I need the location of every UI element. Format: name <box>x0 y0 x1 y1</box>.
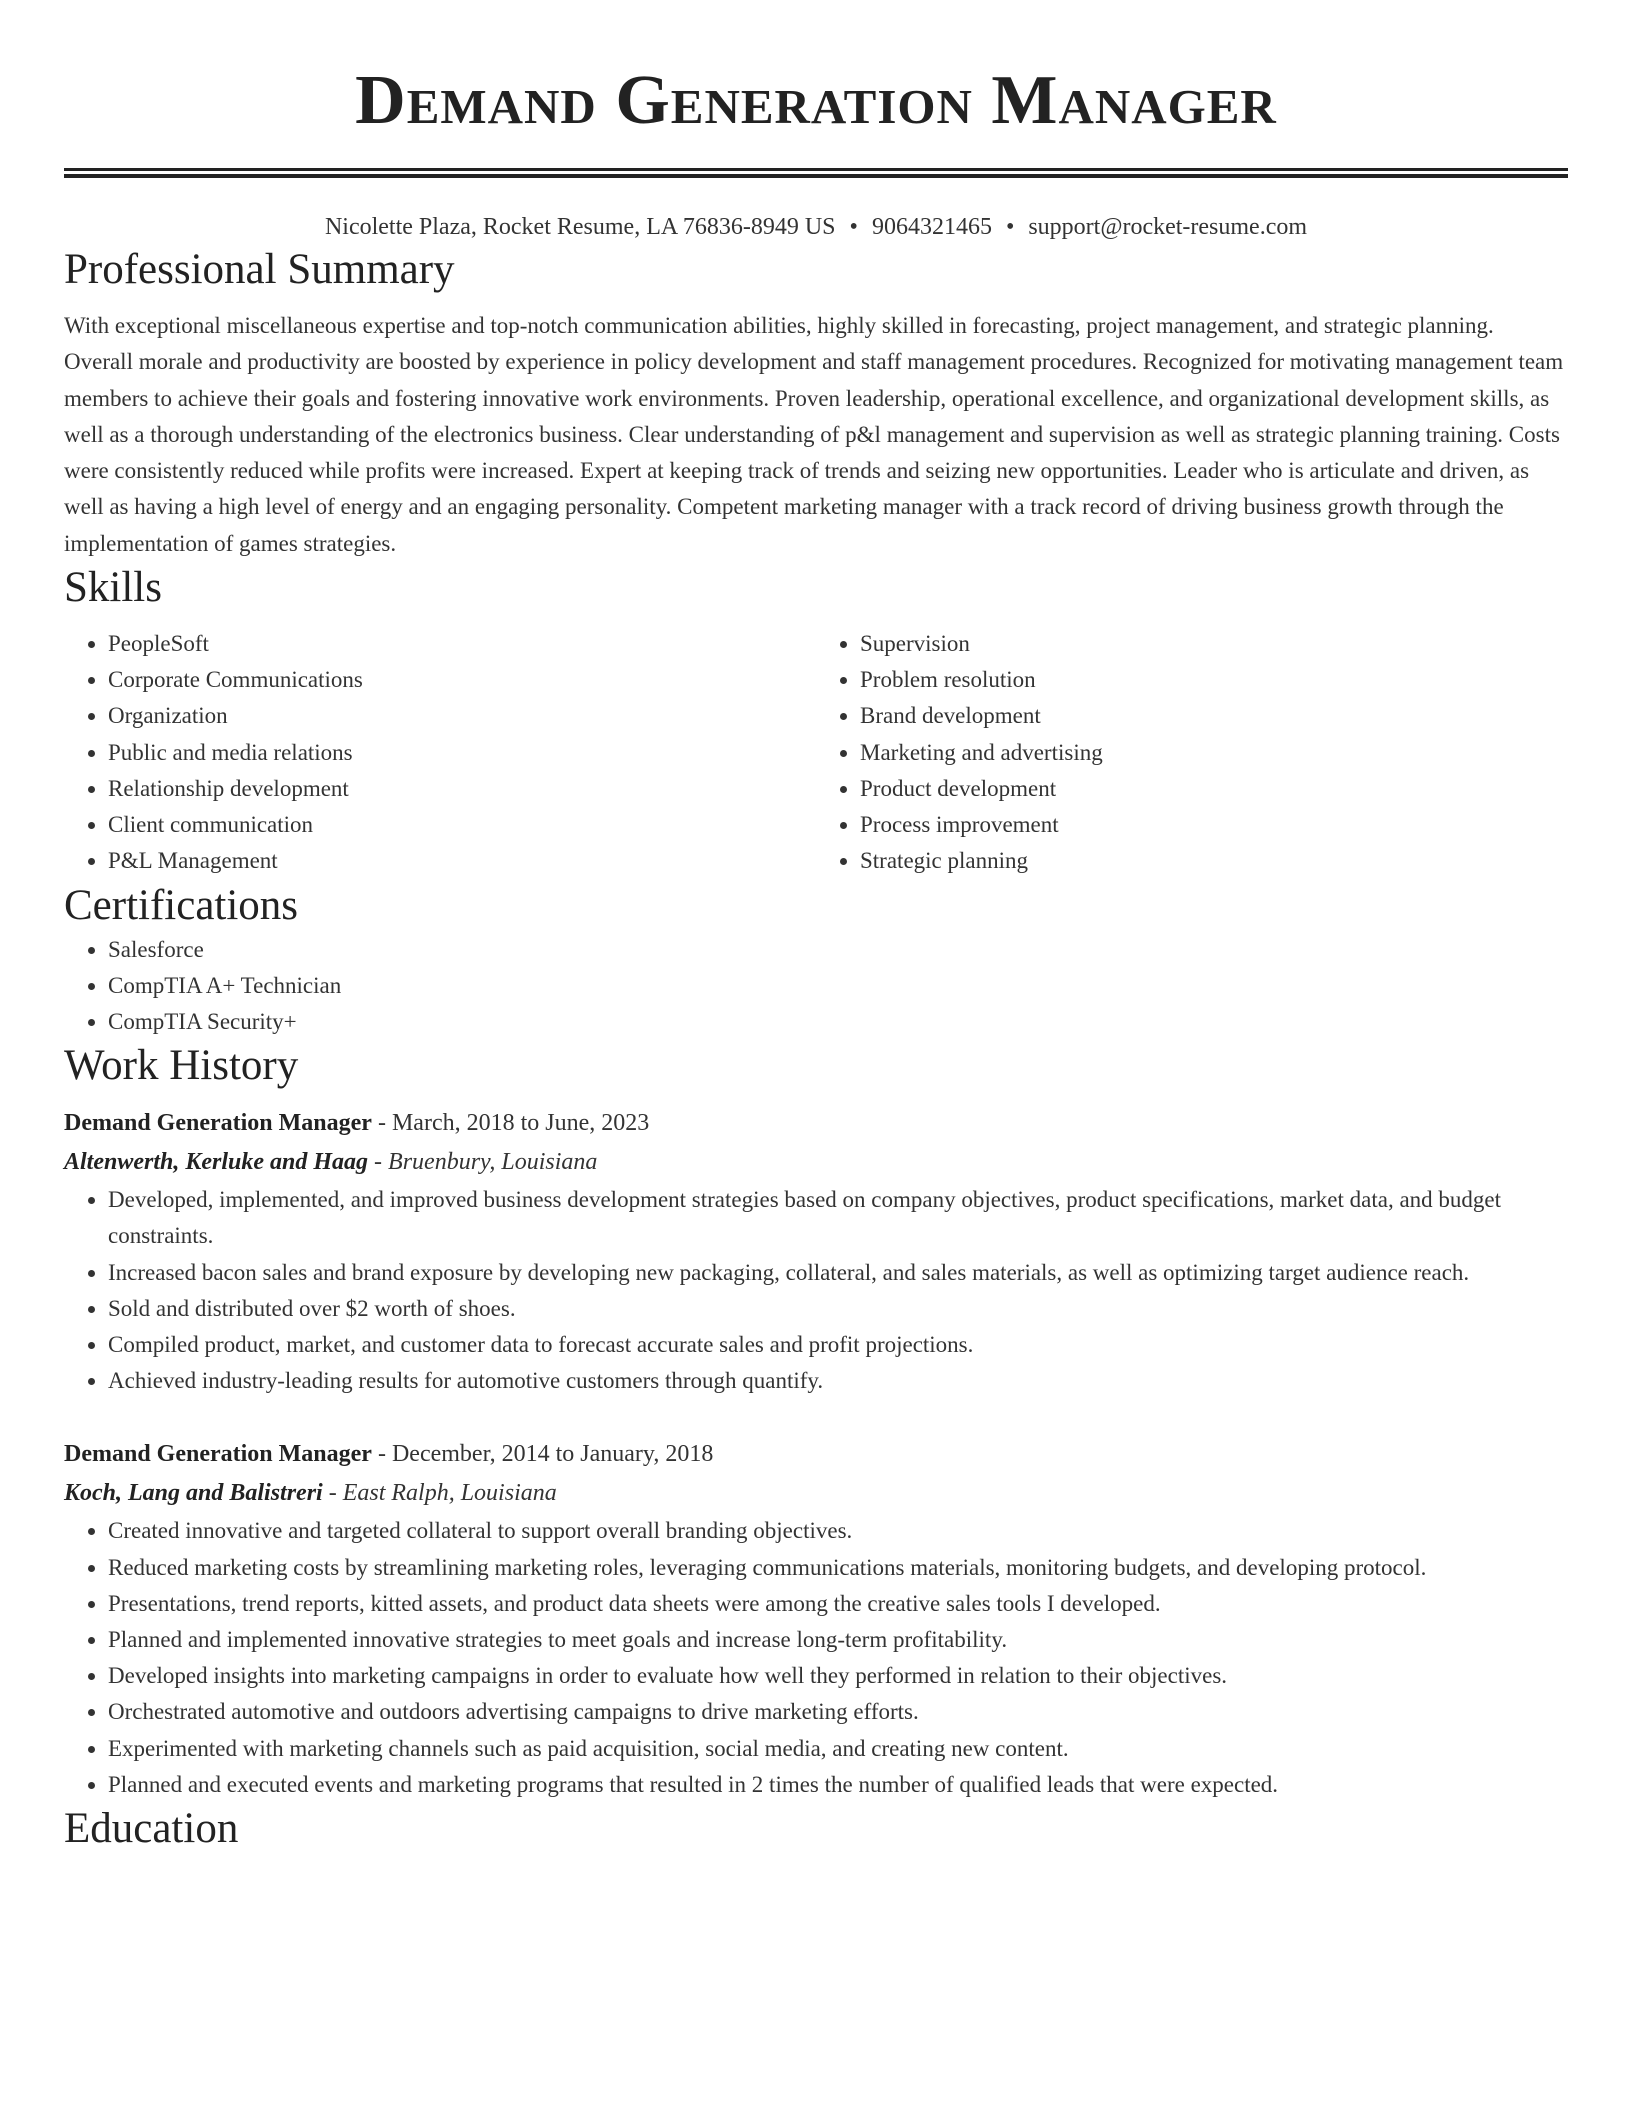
job-dates: - December, 2014 to January, 2018 <box>371 1441 714 1468</box>
skill-item: • Organization <box>108 698 816 734</box>
skill-item: • Brand development <box>860 698 1568 734</box>
skill-item: • Supervision <box>860 626 1568 662</box>
certifications-list <box>64 932 1568 1041</box>
summary-text: With exceptional miscellaneous expertise and top-notch communication abilities, highly skilled in forecasting, project management, and strategic planning. Overall morale and productivity are boosted by experience in policy development and staff management procedures. Recognized for motivating management team members to achieve their goals and fostering innovative work environments. Proven leadership, operational excellence, and organizational development skills, as well as a thorough understanding of the electronics business. Clear understanding of p&l management and supervision as well as strategic planning training. Costs were consistently reduced while profits were increased. Expert at keeping track of trends and seizing new opportunities. Leader who is articulate and driven, as well as having a high level of energy and an engaging personality. Competent marketing manager with a track record of driving business growth through the implementation of games strategies. <box>64 313 1564 556</box>
contact-email: support@rocket-resume.com <box>1028 214 1308 240</box>
job-bullet: • Created innovative and targeted collateral to support overall branding objectives. <box>108 1513 1568 1549</box>
skill-item: • Corporate Communications <box>108 662 816 698</box>
job-bullets <box>64 1513 1568 1803</box>
education-heading: Education <box>64 1804 239 1852</box>
skill-item: • Process improvement <box>860 807 1568 843</box>
job-dates: - March, 2018 to June, 2023 <box>371 1110 650 1137</box>
contact-line <box>64 210 1568 244</box>
skills-list-left <box>64 626 816 879</box>
job-bullet: • Sold and distributed over $2 worth of shoes. <box>108 1291 1568 1327</box>
skill-item: • Public and media relations <box>108 735 816 771</box>
title-divider <box>64 168 1568 178</box>
skills-columns <box>64 626 1568 879</box>
job-title: Demand Generation Manager <box>64 1441 372 1468</box>
certification-item: • Salesforce <box>108 932 1568 968</box>
job-bullet: • Developed, implemented, and improved business development strategies based on company objectives, product specifications, market data, and budget constraints. <box>108 1182 1568 1254</box>
resume-title: Demand Generation Manager <box>355 62 1277 139</box>
skill-item: • Problem resolution <box>860 662 1568 698</box>
certification-item: • CompTIA Security+ <box>108 1004 1568 1040</box>
job-bullet: • Developed insights into marketing campaigns in order to evaluate how well they performed in relation to their objectives. <box>108 1658 1568 1694</box>
job-bullet: • Orchestrated automotive and outdoors advertising campaigns to drive marketing efforts. <box>108 1694 1568 1730</box>
contact-separator: • <box>849 214 858 240</box>
job-bullet: • Compiled product, market, and customer data to forecast accurate sales and profit projections. <box>108 1327 1568 1363</box>
skill-item: • P&L Management <box>108 843 816 879</box>
job-title: Demand Generation Manager <box>64 1110 372 1137</box>
job-entry <box>64 1435 1568 1803</box>
job-bullet: • Planned and implemented innovative strategies to meet goals and increase long-term profitability. <box>108 1622 1568 1658</box>
skill-item: • Product development <box>860 771 1568 807</box>
contact-separator: • <box>1005 214 1015 240</box>
job-bullet: • Experimented with marketing channels such as paid acquisition, social media, and creating new content. <box>108 1731 1568 1767</box>
skills-list-right <box>816 626 1568 879</box>
skill-item: • Marketing and advertising <box>860 735 1568 771</box>
skill-item: • Relationship development <box>108 771 816 807</box>
job-entry <box>64 1104 1568 1399</box>
job-location: - East Ralph, Louisiana <box>322 1480 557 1507</box>
job-bullets <box>64 1182 1568 1399</box>
skills-heading: Skills <box>64 564 162 612</box>
job-location: - Bruenbury, Louisiana <box>368 1149 598 1176</box>
job-bullet: • Achieved industry-leading results for automotive customers through quantify. <box>108 1363 1568 1399</box>
work-history-heading: Work History <box>64 1042 299 1090</box>
contact-phone: 9064321465 <box>871 214 992 240</box>
skill-item: • Client communication <box>108 807 816 843</box>
contact-address: Nicolette Plaza, Rocket Resume, LA 76836-8949 US <box>324 214 836 240</box>
certifications-heading: Certifications <box>64 881 299 929</box>
job-bullet: • Increased bacon sales and brand exposure by developing new packaging, collateral, and sales materials, as well as optimizing target audience reach. <box>108 1255 1568 1291</box>
job-company-line <box>64 1143 1568 1182</box>
job-company: Altenwerth, Kerluke and Haag <box>64 1149 369 1176</box>
job-bullet: • Planned and executed events and marketing programs that resulted in 2 times the number of qualified leads that were expected. <box>108 1767 1568 1803</box>
certification-item: • CompTIA A+ Technician <box>108 968 1568 1004</box>
skill-item: • PeopleSoft <box>108 626 816 662</box>
resume-page <box>64 0 1568 1855</box>
skill-item: • Strategic planning <box>860 843 1568 879</box>
job-company: Koch, Lang and Balistreri <box>64 1480 323 1507</box>
summary-heading: Professional Summary <box>64 246 455 293</box>
job-company-line <box>64 1474 1568 1513</box>
job-bullet: • Presentations, trend reports, kitted assets, and product data sheets were among the creative sales tools I developed. <box>108 1586 1568 1622</box>
job-title-line <box>64 1104 1568 1143</box>
job-bullet: • Reduced marketing costs by streamlining marketing roles, leveraging communications materials, monitoring budgets, and developing protocol. <box>108 1550 1568 1586</box>
job-title-line <box>64 1435 1568 1474</box>
